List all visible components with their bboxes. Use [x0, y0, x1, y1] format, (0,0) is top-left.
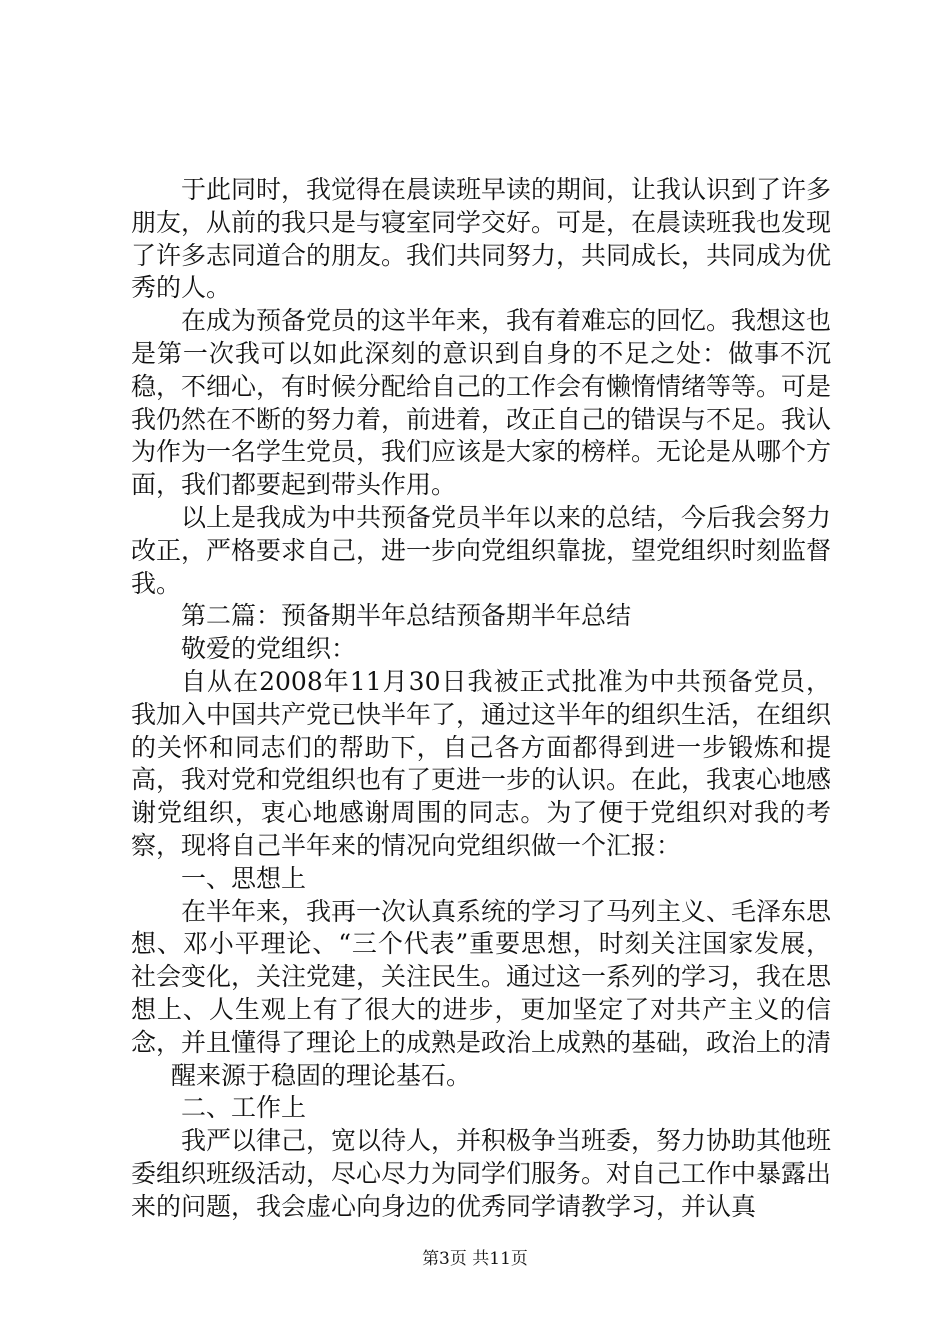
heading-ideology: 一、思想上 [181, 863, 307, 893]
paragraph-3: 以上是我成为中共预备党员半年以来的总结，今后我会努力改正，严格要求自己，进一步向党组织靠拢，望党组织时刻监督我。 [131, 502, 832, 598]
paragraph-5-continued: 醒来源于稳固的理论基石。 [171, 1060, 472, 1090]
paragraph-4: 自从在2008年11月30日我被正式批准为中共预备党员，我加入中国共产党已快半年了，通过这半年的组织生活，在组织的关怀和同志们的帮助下，自己各方面都得到进一步锻炼和提高，我对党和党组织也有了更进一步的认识。在此，我衷心地感谢党组织，衷心地感谢周围的同志。为了便于党组织对我的考察，现将自己半年来的情况向党组织做一个汇报： [131, 666, 832, 860]
heading-work: 二、工作上 [181, 1093, 307, 1123]
paragraph-6: 我严以律己，宽以待人，并积极争当班委，努力协助其他班委组织班级活动，尽心尽力为同学们服务。对自己工作中暴露出来的问题，我会虚心向身边的优秀同学请教学习，并认真 [131, 1126, 832, 1221]
paragraph-2: 在成为预备党员的这半年来，我有着难忘的回忆。我想这也是第一次我可以如此深刻的意识到自身的不足之处：做事不沉稳，不细心，有时候分配给自己的工作会有懒惰情绪等等。可是我仍然在不断的努力着，前进着，改正自己的错误与不足。我认为作为一名学生党员，我们应该是大家的榜样。无论是从哪个方面，我们都要起到带头作用。 [131, 306, 832, 500]
salutation: 敬爱的党组织： [181, 634, 357, 664]
section-title-part-two: 第二篇：预备期半年总结预备期半年总结 [181, 601, 632, 631]
page-number-footer: 第3页 共11页 [422, 1249, 528, 1269]
document-body [131, 174, 831, 1224]
paragraph-1: 于此同时，我觉得在晨读班早读的期间，让我认识到了许多朋友，从前的我只是与寝室同学交好。可是，在晨读班我也发现了许多志同道合的朋友。我们共同努力，共同成长，共同成为优秀的人。 [131, 175, 832, 303]
paragraph-5: 在半年来，我再一次认真系统的学习了马列主义、毛泽东思想、邓小平理论、“三个代表”重要思想，时刻关注国家发展，社会变化，关注党建，关注民生。通过这一系列的学习，我在思想上、人生观上有了很大的进步，更加坚定了对共产主义的信念，并且懂得了理论上的成熟是政治上成熟的基础，政治上的清 [131, 896, 832, 1057]
